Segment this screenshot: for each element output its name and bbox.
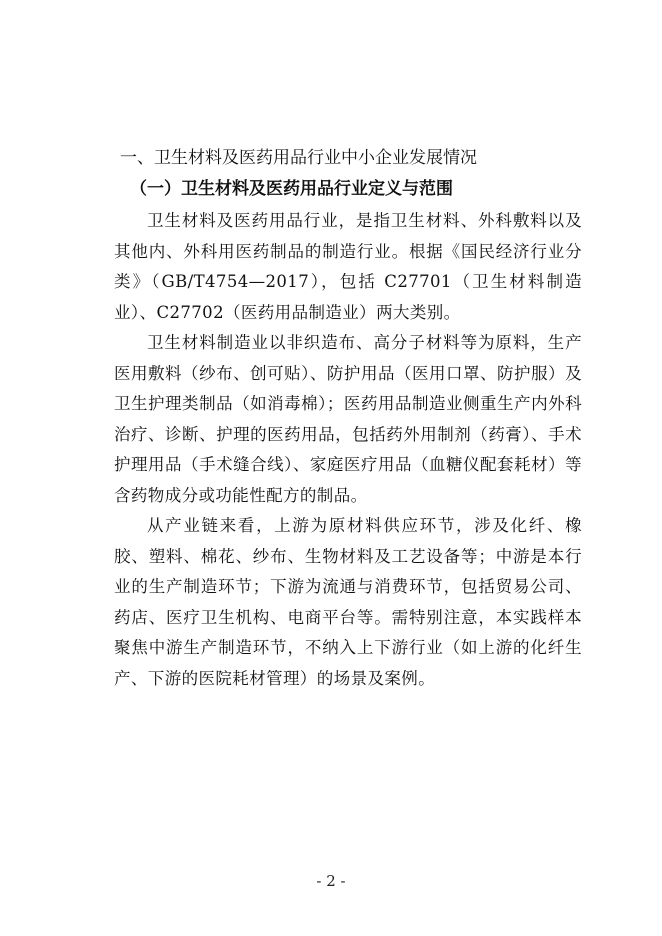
subsection-heading: （一）卫生材料及医药用品行业定义与范围 — [130, 179, 453, 199]
paragraph-scope: 卫生材料制造业以非织造布、高分子材料等为原料，生产医用敷料（纱布、创可贴）、防护用品（医用口罩、防护服）及卫生护理类制品（如消毒棉）；医药用品制造业侧重生产内外科治疗、诊断、护理的医药用品，包括药外用制剂（药膏）、手术护理用品（手术缝合线）、家庭医疗用品（血糖仪配套耗材）等含药物成分或功能性配方的制品。 — [114, 333, 582, 505]
paragraph-industry-chain: 从产业链来看，上游为原材料供应环节，涉及化纤、橡胶、塑料、棉花、纱布、生物材料及工艺设备等；中游是本行业的生产制造环节；下游为流通与消费环节，包括贸易公司、药店、医疗卫生机构、电商平台等。需特别注意，本实践样本聚焦中游生产制造环节，不纳入上下游行业（如上游的化纤生产、下游的医院耗材管理）的场景及案例。 — [114, 516, 582, 688]
section-heading: 一、卫生材料及医药用品行业中小企业发展情况 — [120, 148, 477, 168]
page-number: - 2 - — [316, 872, 346, 890]
document-body — [114, 144, 582, 694]
paragraph-definition: 卫生材料及医药用品行业，是指卫生材料、外科敷料以及其他内、外科用医药制品的制造行业。根据《国民经济行业分类》（GB/T4754—2017），包括 C27701（卫生材料制造业）、C27702（医药用品制造业）两大类别。 — [114, 211, 582, 322]
